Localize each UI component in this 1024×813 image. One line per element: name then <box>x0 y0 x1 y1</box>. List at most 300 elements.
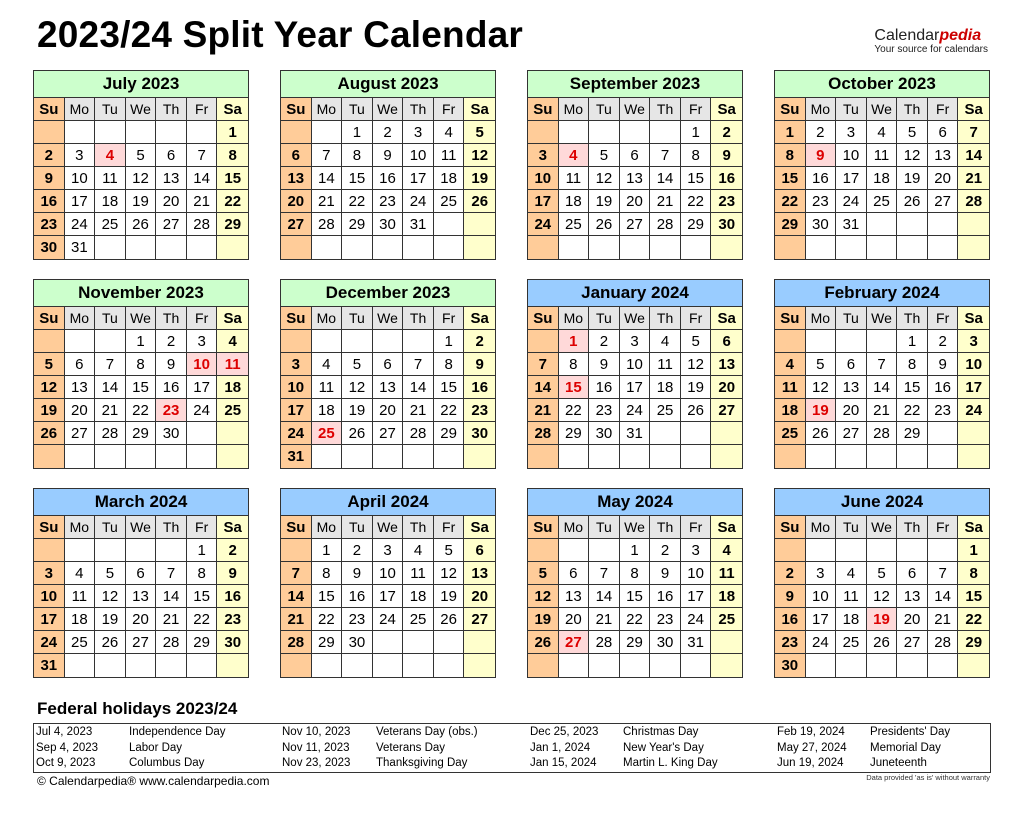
day-cell[interactable]: 20 <box>373 399 404 422</box>
day-cell[interactable]: 11 <box>217 353 248 376</box>
day-cell[interactable]: 29 <box>342 213 373 236</box>
day-cell[interactable]: 10 <box>681 562 712 585</box>
day-cell[interactable]: 11 <box>65 585 96 608</box>
day-cell[interactable]: 5 <box>897 121 928 144</box>
day-cell[interactable]: 24 <box>34 631 65 654</box>
day-cell[interactable]: 29 <box>681 213 712 236</box>
day-cell[interactable]: 31 <box>281 445 312 468</box>
day-cell[interactable]: 18 <box>434 167 465 190</box>
day-cell[interactable]: 20 <box>464 585 495 608</box>
day-cell[interactable]: 27 <box>928 190 959 213</box>
day-cell[interactable]: 7 <box>589 562 620 585</box>
day-cell[interactable]: 18 <box>650 376 681 399</box>
day-cell[interactable]: 6 <box>620 144 651 167</box>
day-cell[interactable]: 19 <box>806 399 837 422</box>
day-cell[interactable]: 23 <box>342 608 373 631</box>
day-cell[interactable]: 31 <box>836 213 867 236</box>
day-cell[interactable]: 11 <box>95 167 126 190</box>
day-cell[interactable]: 4 <box>217 330 248 353</box>
day-cell[interactable]: 8 <box>342 144 373 167</box>
day-cell[interactable]: 1 <box>217 121 248 144</box>
day-cell[interactable]: 30 <box>34 236 65 259</box>
day-cell[interactable]: 22 <box>897 399 928 422</box>
day-cell[interactable]: 26 <box>342 422 373 445</box>
day-cell[interactable]: 15 <box>620 585 651 608</box>
day-cell[interactable]: 10 <box>620 353 651 376</box>
day-cell[interactable]: 29 <box>434 422 465 445</box>
day-cell[interactable]: 21 <box>958 167 989 190</box>
day-cell[interactable]: 23 <box>650 608 681 631</box>
day-cell[interactable]: 21 <box>650 190 681 213</box>
day-cell[interactable]: 22 <box>217 190 248 213</box>
day-cell[interactable]: 26 <box>681 399 712 422</box>
day-cell[interactable]: 21 <box>187 190 218 213</box>
day-cell[interactable]: 11 <box>650 353 681 376</box>
day-cell[interactable]: 19 <box>464 167 495 190</box>
day-cell[interactable]: 30 <box>156 422 187 445</box>
day-cell[interactable]: 16 <box>589 376 620 399</box>
day-cell[interactable]: 29 <box>775 213 806 236</box>
day-cell[interactable]: 24 <box>528 213 559 236</box>
day-cell[interactable]: 31 <box>620 422 651 445</box>
day-cell[interactable]: 16 <box>806 167 837 190</box>
day-cell[interactable]: 12 <box>95 585 126 608</box>
day-cell[interactable]: 15 <box>126 376 157 399</box>
day-cell[interactable]: 15 <box>217 167 248 190</box>
day-cell[interactable]: 24 <box>958 399 989 422</box>
day-cell[interactable]: 27 <box>281 213 312 236</box>
day-cell[interactable]: 18 <box>867 167 898 190</box>
day-cell[interactable]: 13 <box>156 167 187 190</box>
day-cell[interactable]: 26 <box>867 631 898 654</box>
day-cell[interactable]: 1 <box>620 539 651 562</box>
day-cell[interactable]: 22 <box>312 608 343 631</box>
day-cell[interactable]: 26 <box>34 422 65 445</box>
day-cell[interactable]: 13 <box>620 167 651 190</box>
day-cell[interactable]: 6 <box>711 330 742 353</box>
day-cell[interactable]: 30 <box>650 631 681 654</box>
day-cell[interactable]: 3 <box>34 562 65 585</box>
day-cell[interactable]: 13 <box>65 376 96 399</box>
day-cell[interactable]: 9 <box>711 144 742 167</box>
day-cell[interactable]: 27 <box>711 399 742 422</box>
day-cell[interactable]: 5 <box>528 562 559 585</box>
day-cell[interactable]: 3 <box>958 330 989 353</box>
day-cell[interactable]: 12 <box>34 376 65 399</box>
day-cell[interactable]: 21 <box>403 399 434 422</box>
day-cell[interactable]: 20 <box>711 376 742 399</box>
day-cell[interactable]: 21 <box>312 190 343 213</box>
day-cell[interactable]: 2 <box>373 121 404 144</box>
day-cell[interactable]: 7 <box>650 144 681 167</box>
day-cell[interactable]: 31 <box>681 631 712 654</box>
day-cell[interactable]: 26 <box>897 190 928 213</box>
day-cell[interactable]: 22 <box>187 608 218 631</box>
day-cell[interactable]: 14 <box>403 376 434 399</box>
day-cell[interactable]: 25 <box>867 190 898 213</box>
day-cell[interactable]: 11 <box>836 585 867 608</box>
day-cell[interactable]: 1 <box>187 539 218 562</box>
day-cell[interactable]: 25 <box>650 399 681 422</box>
day-cell[interactable]: 6 <box>928 121 959 144</box>
day-cell[interactable]: 12 <box>867 585 898 608</box>
day-cell[interactable]: 18 <box>559 190 590 213</box>
day-cell[interactable]: 30 <box>711 213 742 236</box>
day-cell[interactable]: 29 <box>312 631 343 654</box>
day-cell[interactable]: 25 <box>836 631 867 654</box>
day-cell[interactable]: 13 <box>836 376 867 399</box>
day-cell[interactable]: 4 <box>867 121 898 144</box>
day-cell[interactable]: 20 <box>620 190 651 213</box>
day-cell[interactable]: 8 <box>312 562 343 585</box>
day-cell[interactable]: 28 <box>403 422 434 445</box>
day-cell[interactable]: 15 <box>681 167 712 190</box>
day-cell[interactable]: 18 <box>65 608 96 631</box>
day-cell[interactable]: 3 <box>65 144 96 167</box>
day-cell[interactable]: 27 <box>65 422 96 445</box>
day-cell[interactable]: 3 <box>836 121 867 144</box>
day-cell[interactable]: 16 <box>711 167 742 190</box>
day-cell[interactable]: 26 <box>464 190 495 213</box>
day-cell[interactable]: 15 <box>434 376 465 399</box>
day-cell[interactable]: 29 <box>620 631 651 654</box>
day-cell[interactable]: 13 <box>711 353 742 376</box>
day-cell[interactable]: 31 <box>34 654 65 677</box>
day-cell[interactable]: 15 <box>897 376 928 399</box>
day-cell[interactable]: 4 <box>650 330 681 353</box>
day-cell[interactable]: 27 <box>559 631 590 654</box>
day-cell[interactable]: 2 <box>806 121 837 144</box>
day-cell[interactable]: 7 <box>928 562 959 585</box>
day-cell[interactable]: 2 <box>589 330 620 353</box>
day-cell[interactable]: 7 <box>958 121 989 144</box>
day-cell[interactable]: 7 <box>95 353 126 376</box>
day-cell[interactable]: 4 <box>403 539 434 562</box>
day-cell[interactable]: 16 <box>464 376 495 399</box>
day-cell[interactable]: 13 <box>126 585 157 608</box>
day-cell[interactable]: 9 <box>589 353 620 376</box>
day-cell[interactable]: 2 <box>34 144 65 167</box>
day-cell[interactable]: 8 <box>958 562 989 585</box>
day-cell[interactable]: 12 <box>806 376 837 399</box>
day-cell[interactable]: 3 <box>403 121 434 144</box>
day-cell[interactable]: 11 <box>312 376 343 399</box>
day-cell[interactable]: 25 <box>217 399 248 422</box>
day-cell[interactable]: 17 <box>620 376 651 399</box>
day-cell[interactable]: 6 <box>281 144 312 167</box>
day-cell[interactable]: 7 <box>528 353 559 376</box>
day-cell[interactable]: 3 <box>620 330 651 353</box>
day-cell[interactable]: 24 <box>806 631 837 654</box>
day-cell[interactable]: 26 <box>434 608 465 631</box>
day-cell[interactable]: 10 <box>403 144 434 167</box>
day-cell[interactable]: 24 <box>620 399 651 422</box>
day-cell[interactable]: 1 <box>126 330 157 353</box>
day-cell[interactable]: 19 <box>126 190 157 213</box>
day-cell[interactable]: 25 <box>711 608 742 631</box>
day-cell[interactable]: 18 <box>312 399 343 422</box>
day-cell[interactable]: 13 <box>373 376 404 399</box>
day-cell[interactable]: 11 <box>711 562 742 585</box>
day-cell[interactable]: 19 <box>897 167 928 190</box>
day-cell[interactable]: 22 <box>958 608 989 631</box>
day-cell[interactable]: 2 <box>711 121 742 144</box>
day-cell[interactable]: 1 <box>559 330 590 353</box>
day-cell[interactable]: 4 <box>836 562 867 585</box>
day-cell[interactable]: 1 <box>434 330 465 353</box>
day-cell[interactable]: 24 <box>65 213 96 236</box>
day-cell[interactable]: 6 <box>373 353 404 376</box>
day-cell[interactable]: 3 <box>528 144 559 167</box>
day-cell[interactable]: 24 <box>681 608 712 631</box>
day-cell[interactable]: 10 <box>281 376 312 399</box>
day-cell[interactable]: 2 <box>775 562 806 585</box>
day-cell[interactable]: 6 <box>464 539 495 562</box>
day-cell[interactable]: 24 <box>836 190 867 213</box>
day-cell[interactable]: 13 <box>928 144 959 167</box>
day-cell[interactable]: 8 <box>187 562 218 585</box>
day-cell[interactable]: 24 <box>373 608 404 631</box>
day-cell[interactable]: 14 <box>867 376 898 399</box>
day-cell[interactable]: 10 <box>187 353 218 376</box>
day-cell[interactable]: 8 <box>681 144 712 167</box>
day-cell[interactable]: 7 <box>403 353 434 376</box>
day-cell[interactable]: 5 <box>126 144 157 167</box>
day-cell[interactable]: 25 <box>312 422 343 445</box>
day-cell[interactable]: 23 <box>928 399 959 422</box>
day-cell[interactable]: 24 <box>403 190 434 213</box>
day-cell[interactable]: 23 <box>775 631 806 654</box>
day-cell[interactable]: 25 <box>403 608 434 631</box>
day-cell[interactable]: 2 <box>217 539 248 562</box>
day-cell[interactable]: 8 <box>620 562 651 585</box>
day-cell[interactable]: 22 <box>681 190 712 213</box>
day-cell[interactable]: 5 <box>342 353 373 376</box>
day-cell[interactable]: 12 <box>528 585 559 608</box>
day-cell[interactable]: 3 <box>281 353 312 376</box>
day-cell[interactable]: 27 <box>373 422 404 445</box>
day-cell[interactable]: 10 <box>373 562 404 585</box>
day-cell[interactable]: 6 <box>65 353 96 376</box>
day-cell[interactable]: 26 <box>528 631 559 654</box>
day-cell[interactable]: 9 <box>775 585 806 608</box>
day-cell[interactable]: 20 <box>928 167 959 190</box>
day-cell[interactable]: 28 <box>867 422 898 445</box>
day-cell[interactable]: 2 <box>464 330 495 353</box>
day-cell[interactable]: 21 <box>528 399 559 422</box>
day-cell[interactable]: 4 <box>775 353 806 376</box>
day-cell[interactable]: 9 <box>373 144 404 167</box>
day-cell[interactable]: 8 <box>126 353 157 376</box>
day-cell[interactable]: 11 <box>434 144 465 167</box>
day-cell[interactable]: 19 <box>528 608 559 631</box>
day-cell[interactable]: 5 <box>464 121 495 144</box>
day-cell[interactable]: 5 <box>434 539 465 562</box>
day-cell[interactable]: 2 <box>156 330 187 353</box>
day-cell[interactable]: 17 <box>373 585 404 608</box>
day-cell[interactable]: 12 <box>897 144 928 167</box>
day-cell[interactable]: 11 <box>403 562 434 585</box>
day-cell[interactable]: 2 <box>650 539 681 562</box>
day-cell[interactable]: 5 <box>681 330 712 353</box>
day-cell[interactable]: 22 <box>434 399 465 422</box>
day-cell[interactable]: 24 <box>281 422 312 445</box>
day-cell[interactable]: 4 <box>434 121 465 144</box>
day-cell[interactable]: 8 <box>897 353 928 376</box>
day-cell[interactable]: 19 <box>34 399 65 422</box>
day-cell[interactable]: 1 <box>775 121 806 144</box>
day-cell[interactable]: 19 <box>434 585 465 608</box>
day-cell[interactable]: 18 <box>217 376 248 399</box>
day-cell[interactable]: 2 <box>928 330 959 353</box>
day-cell[interactable]: 29 <box>217 213 248 236</box>
day-cell[interactable]: 5 <box>95 562 126 585</box>
day-cell[interactable]: 13 <box>897 585 928 608</box>
day-cell[interactable]: 8 <box>559 353 590 376</box>
day-cell[interactable]: 15 <box>187 585 218 608</box>
day-cell[interactable]: 28 <box>312 213 343 236</box>
day-cell[interactable]: 9 <box>464 353 495 376</box>
day-cell[interactable]: 19 <box>589 190 620 213</box>
day-cell[interactable]: 26 <box>95 631 126 654</box>
day-cell[interactable]: 21 <box>928 608 959 631</box>
day-cell[interactable]: 30 <box>775 654 806 677</box>
day-cell[interactable]: 19 <box>342 399 373 422</box>
day-cell[interactable]: 22 <box>775 190 806 213</box>
day-cell[interactable]: 9 <box>34 167 65 190</box>
day-cell[interactable]: 28 <box>958 190 989 213</box>
day-cell[interactable]: 6 <box>126 562 157 585</box>
day-cell[interactable]: 16 <box>373 167 404 190</box>
day-cell[interactable]: 21 <box>589 608 620 631</box>
day-cell[interactable]: 14 <box>156 585 187 608</box>
day-cell[interactable]: 29 <box>897 422 928 445</box>
day-cell[interactable]: 10 <box>836 144 867 167</box>
day-cell[interactable]: 29 <box>187 631 218 654</box>
day-cell[interactable]: 27 <box>897 631 928 654</box>
day-cell[interactable]: 28 <box>156 631 187 654</box>
day-cell[interactable]: 21 <box>95 399 126 422</box>
day-cell[interactable]: 14 <box>928 585 959 608</box>
day-cell[interactable]: 14 <box>650 167 681 190</box>
day-cell[interactable]: 1 <box>312 539 343 562</box>
day-cell[interactable]: 3 <box>806 562 837 585</box>
day-cell[interactable]: 15 <box>559 376 590 399</box>
day-cell[interactable]: 23 <box>156 399 187 422</box>
day-cell[interactable]: 21 <box>156 608 187 631</box>
day-cell[interactable]: 30 <box>373 213 404 236</box>
day-cell[interactable]: 23 <box>589 399 620 422</box>
day-cell[interactable]: 6 <box>897 562 928 585</box>
day-cell[interactable]: 15 <box>312 585 343 608</box>
day-cell[interactable]: 13 <box>464 562 495 585</box>
day-cell[interactable]: 11 <box>559 167 590 190</box>
day-cell[interactable]: 22 <box>559 399 590 422</box>
day-cell[interactable]: 17 <box>281 399 312 422</box>
day-cell[interactable]: 8 <box>775 144 806 167</box>
day-cell[interactable]: 14 <box>958 144 989 167</box>
day-cell[interactable]: 17 <box>187 376 218 399</box>
day-cell[interactable]: 23 <box>217 608 248 631</box>
day-cell[interactable]: 5 <box>589 144 620 167</box>
day-cell[interactable]: 27 <box>156 213 187 236</box>
day-cell[interactable]: 12 <box>126 167 157 190</box>
day-cell[interactable]: 20 <box>897 608 928 631</box>
day-cell[interactable]: 3 <box>187 330 218 353</box>
day-cell[interactable]: 9 <box>217 562 248 585</box>
day-cell[interactable]: 18 <box>711 585 742 608</box>
day-cell[interactable]: 15 <box>958 585 989 608</box>
day-cell[interactable]: 10 <box>65 167 96 190</box>
day-cell[interactable]: 16 <box>156 376 187 399</box>
day-cell[interactable]: 26 <box>589 213 620 236</box>
day-cell[interactable]: 19 <box>681 376 712 399</box>
day-cell[interactable]: 28 <box>95 422 126 445</box>
day-cell[interactable]: 2 <box>342 539 373 562</box>
day-cell[interactable]: 12 <box>681 353 712 376</box>
day-cell[interactable]: 18 <box>403 585 434 608</box>
day-cell[interactable]: 17 <box>836 167 867 190</box>
day-cell[interactable]: 28 <box>187 213 218 236</box>
day-cell[interactable]: 28 <box>528 422 559 445</box>
day-cell[interactable]: 25 <box>775 422 806 445</box>
day-cell[interactable]: 9 <box>806 144 837 167</box>
day-cell[interactable]: 25 <box>559 213 590 236</box>
day-cell[interactable]: 7 <box>281 562 312 585</box>
day-cell[interactable]: 23 <box>711 190 742 213</box>
day-cell[interactable]: 8 <box>434 353 465 376</box>
day-cell[interactable]: 20 <box>559 608 590 631</box>
day-cell[interactable]: 18 <box>836 608 867 631</box>
day-cell[interactable]: 23 <box>806 190 837 213</box>
day-cell[interactable]: 25 <box>95 213 126 236</box>
day-cell[interactable]: 5 <box>34 353 65 376</box>
day-cell[interactable]: 13 <box>281 167 312 190</box>
day-cell[interactable]: 17 <box>403 167 434 190</box>
day-cell[interactable]: 10 <box>958 353 989 376</box>
day-cell[interactable]: 27 <box>836 422 867 445</box>
day-cell[interactable]: 9 <box>928 353 959 376</box>
day-cell[interactable]: 1 <box>681 121 712 144</box>
day-cell[interactable]: 6 <box>836 353 867 376</box>
day-cell[interactable]: 23 <box>373 190 404 213</box>
day-cell[interactable]: 22 <box>126 399 157 422</box>
day-cell[interactable]: 17 <box>65 190 96 213</box>
day-cell[interactable]: 28 <box>650 213 681 236</box>
day-cell[interactable]: 6 <box>559 562 590 585</box>
day-cell[interactable]: 13 <box>559 585 590 608</box>
day-cell[interactable]: 1 <box>958 539 989 562</box>
day-cell[interactable]: 21 <box>281 608 312 631</box>
day-cell[interactable]: 14 <box>528 376 559 399</box>
day-cell[interactable]: 20 <box>281 190 312 213</box>
day-cell[interactable]: 3 <box>681 539 712 562</box>
day-cell[interactable]: 20 <box>126 608 157 631</box>
day-cell[interactable]: 17 <box>806 608 837 631</box>
day-cell[interactable]: 30 <box>806 213 837 236</box>
day-cell[interactable]: 29 <box>559 422 590 445</box>
day-cell[interactable]: 29 <box>126 422 157 445</box>
day-cell[interactable]: 16 <box>775 608 806 631</box>
day-cell[interactable]: 19 <box>95 608 126 631</box>
day-cell[interactable]: 23 <box>464 399 495 422</box>
day-cell[interactable]: 14 <box>187 167 218 190</box>
day-cell[interactable]: 4 <box>711 539 742 562</box>
day-cell[interactable]: 20 <box>836 399 867 422</box>
day-cell[interactable]: 21 <box>867 399 898 422</box>
day-cell[interactable]: 24 <box>187 399 218 422</box>
day-cell[interactable]: 5 <box>806 353 837 376</box>
